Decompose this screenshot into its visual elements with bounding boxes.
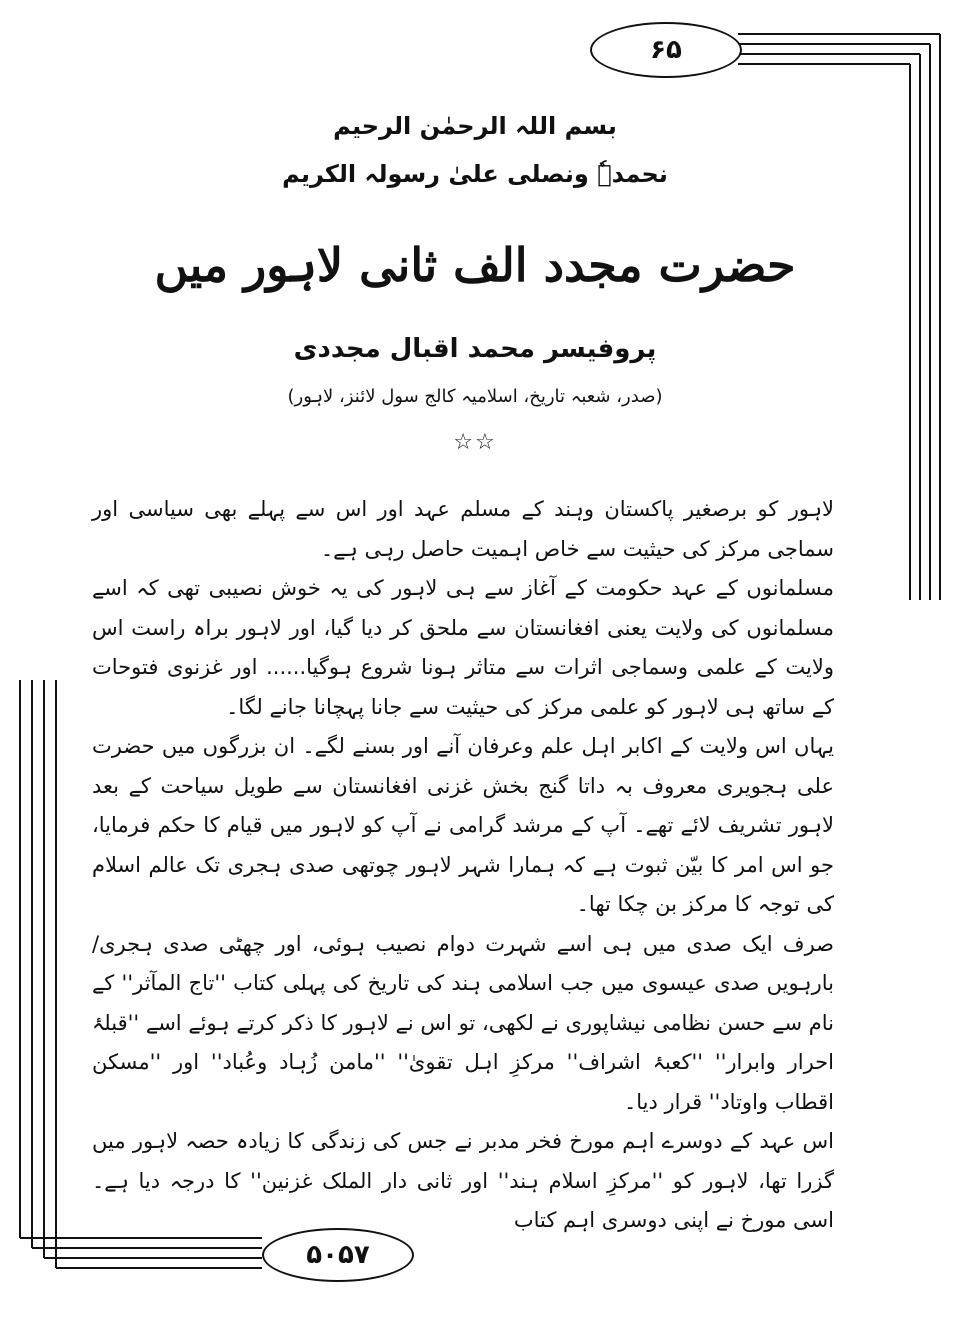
separator-stars: ☆☆ [453, 430, 497, 455]
paragraph: مسلمانوں کے عہد حکومت کے آغاز سے ہی لاہور کی یہ خوش نصیبی تھی کہ اسے مسلمانوں کی ولایت یعنی افغانستان سے ملحق کر دیا گیا، اور لاہور براہ راست اس ولایت کے علمی وسماجی اثرات سے متاثر ہونا شروع ہوگیا...... اور غزنوی فتوحات کے ساتھ ہی لاہور کو علمی مرکز کی حیثیت سے جانا پہچانا جانے لگا۔ [92, 576, 834, 719]
paragraph: اس عہد کے دوسرے اہم مورخ فخر مدبر نے جس کی زندگی کا زیادہ حصہ لاہور میں گزرا تھا، لاہور کو ''مرکزِ اسلام ہند'' اور ثانی دار الملک غزنین'' کا درجہ دیا ہے۔ اسی مورخ نے اپنی دوسری اہم کتاب [92, 1129, 834, 1232]
article-title: حضرت مجدد الف ثانی لاہور میں [154, 238, 796, 292]
bottom-number: ۵۰۵۷ [306, 1240, 370, 1270]
author-affiliation: (صدر، شعبہ تاریخ، اسلامیہ کالج سول لائنز، لاہور) [287, 386, 663, 407]
bottom-number-badge [262, 1228, 414, 1282]
paragraph: صرف ایک صدی میں ہی اسے شہرت دوام نصیب ہوئی، اور چھٹی صدی ہجری/بارہویں صدی عیسوی میں جب اسلامی ہند کی تاریخ کی پہلی کتاب ''تاج المآثر'' کے نام سے حسن نظامی نیشاپوری نے لکھی، تو اس نے لاہور کا ذکر کرتے ہوئے اسے ''قبلۂ احرار وابرار'' ''کعبۂ اشراف'' مرکزِ اہل تقویٰ'' ''مامن زُہاد وعُباد'' اور ''مسکن اقطاب واوتاد'' قرار دیا۔ [92, 931, 834, 1114]
bismillah: بسم اللہ الرحمٰن الرحیم [333, 112, 617, 140]
paragraph: یہاں اس ولایت کے اکابر اہل علم وعرفان آنے اور بسنے لگے۔ ان بزرگوں میں حضرت علی ہجویری معروف بہ داتا گنج بخش غزنی افغانستان سے طویل سیاحت کے بعد لاہور تشریف لائے تھے۔ آپ کے مرشد گرامی نے آپ کو لاہور میں قیام کا حکم فرمایا، جو اس امر کا بیّن ثبوت ہے کہ ہمارا شہر لاہور چوتھی صدی ہجری تک عالم اسلام کی توجہ کا مرکز بن چکا تھا۔ [92, 734, 834, 916]
page-number-badge [590, 22, 742, 78]
article-body [92, 490, 834, 1241]
page-number: ۶۵ [650, 35, 682, 65]
author-name: پروفیسر محمد اقبال مجددی [293, 334, 657, 364]
paragraph: لاہور کو برصغیر پاکستان وہند کے مسلم عہد اور اس سے پہلے بھی سیاسی اور سماجی مرکز کی حیثیت سے خاص اہمیت حاصل رہی ہے۔ [92, 497, 834, 561]
salutation: نحمدہٗ ونصلی علیٰ رسولہ الکریم [282, 160, 668, 188]
